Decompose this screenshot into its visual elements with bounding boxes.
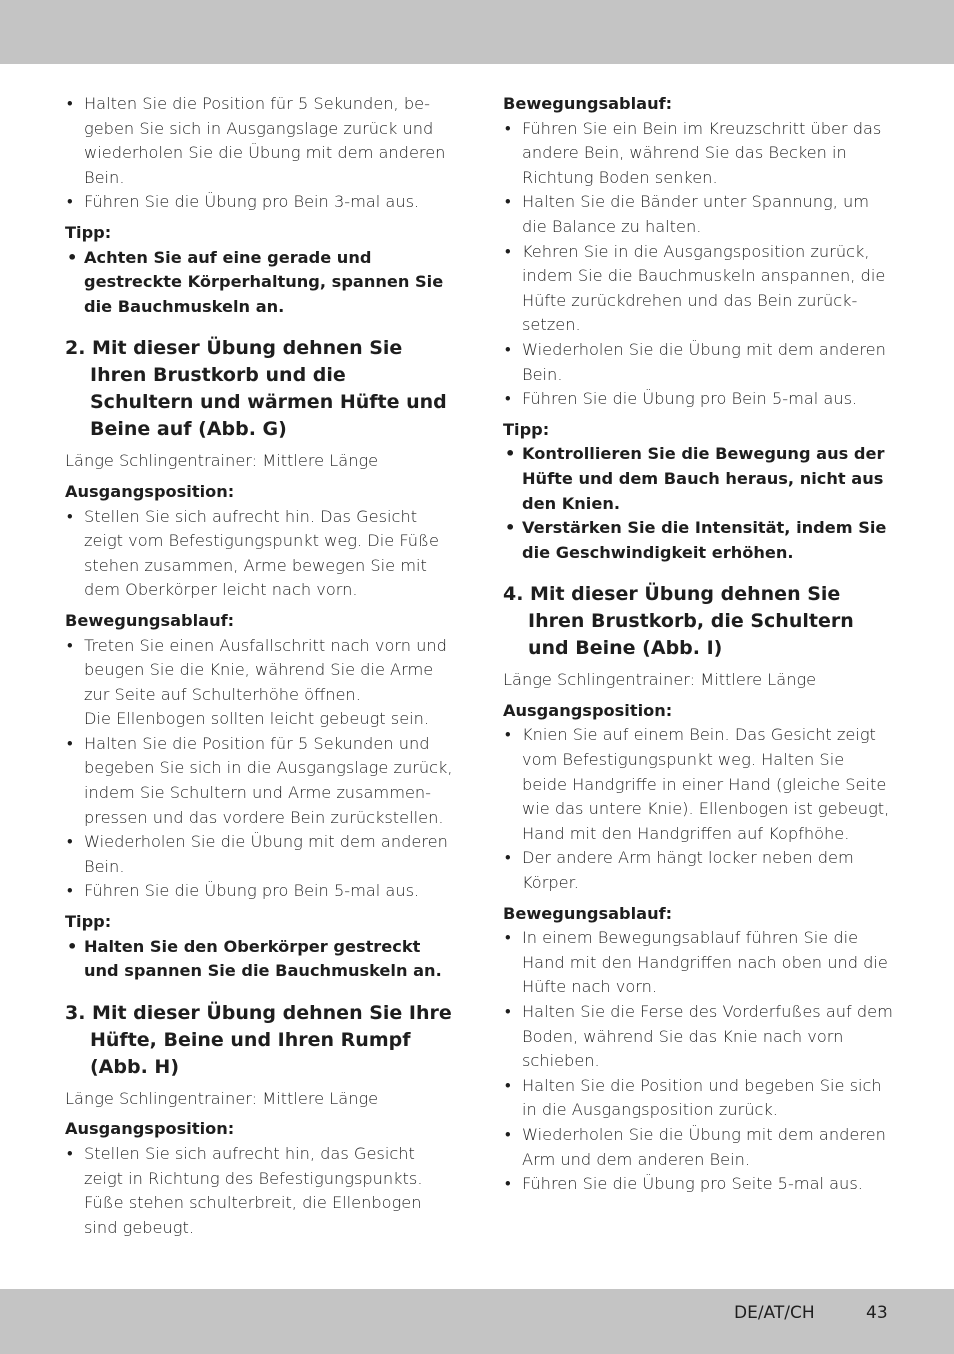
movement-label: Bewegungsablauf: bbox=[65, 610, 235, 630]
tip-item: • Verstärken Sie die Intensität, indem Sie die Geschwindigkeit erhöhen. bbox=[503, 516, 893, 565]
tip-label: Tipp: bbox=[65, 222, 112, 242]
list-item: • Wiederholen Sie die Übung mit dem anderen Bein. bbox=[503, 338, 893, 387]
left-column bbox=[65, 92, 455, 1240]
list-item: • Führen Sie die Übung pro Bein 3-mal aus. bbox=[65, 190, 455, 215]
trainer-length: Länge Schlingentrainer: Mittlere Länge bbox=[65, 1088, 379, 1108]
start-position-label: Ausgangsposition: bbox=[65, 1119, 235, 1139]
list-item-note: Füße stehen schulterbreit, die Ellenbogen sind gebeugt. bbox=[84, 1193, 422, 1237]
list-item: • Halten Sie die Bänder unter Spannung, um die Balance zu halten. bbox=[503, 190, 893, 239]
list-item: • Halten Sie die Position für 5 Sekunden, be-geben Sie sich in Ausgangslage zurück und wiederholen Sie die Übung mit dem anderen Bein. bbox=[65, 92, 455, 190]
tip-label: Tipp: bbox=[65, 912, 112, 932]
list-item: • Stellen Sie sich aufrecht hin. Das Gesicht zeigt vom Befestigungspunkt weg. Die Füße stehen zusammen, Arme bewegen Sie mit dem Oberkörper leicht nach vorn. bbox=[65, 505, 455, 603]
list-item: • Führen Sie die Übung pro Bein 5-mal aus. bbox=[503, 387, 893, 412]
movement-label: Bewegungsablauf: bbox=[503, 903, 673, 923]
section-4-heading: 4. Mit dieser Übung dehnen Sie Ihren Brustkorb, die Schultern und Beine (Abb. I) bbox=[503, 583, 854, 660]
list-item-text: Stellen Sie sich aufrecht hin, das Gesicht zeigt in Richtung des Befestigungspunkts. bbox=[84, 1144, 423, 1188]
trainer-length: Länge Schlingentrainer: Mittlere Länge bbox=[503, 670, 817, 690]
tip-item: • Kontrollieren Sie die Bewegung aus der Hüfte und dem Bauch heraus, nicht aus den Knien. bbox=[503, 442, 893, 516]
list-item: • Wiederholen Sie die Übung mit dem anderen Bein. bbox=[65, 830, 455, 879]
list-item: • Führen Sie ein Bein im Kreuzschritt über das andere Bein, während Sie das Becken in Richtung Boden senken. bbox=[503, 117, 893, 191]
start-position-label: Ausgangsposition: bbox=[503, 700, 673, 720]
list-item: • Der andere Arm hängt locker neben dem Körper. bbox=[503, 846, 893, 895]
list-item: • Kehren Sie in die Ausgangsposition zurück, indem Sie die Bauchmuskeln anspannen, die Hüfte zurückdrehen und das Bein zurück-setzen. bbox=[503, 240, 893, 338]
list-item: • Wiederholen Sie die Übung mit dem anderen Arm und dem anderen Bein. bbox=[503, 1123, 893, 1172]
footer-region-label: DE/AT/CH bbox=[734, 1303, 815, 1323]
list-item: • Führen Sie die Übung pro Bein 5-mal aus. bbox=[65, 879, 455, 904]
list-item bbox=[65, 634, 455, 732]
header-band bbox=[0, 0, 954, 64]
list-item: • Halten Sie die Ferse des Vorderfußes auf dem Boden, während Sie das Knie nach vorn schieben. bbox=[503, 1000, 893, 1074]
list-item: • Führen Sie die Übung pro Seite 5-mal aus. bbox=[503, 1172, 893, 1197]
list-item: • Halten Sie die Position und begeben Sie sich in die Ausgangsposition zurück. bbox=[503, 1074, 893, 1123]
list-item bbox=[65, 1142, 455, 1240]
section-3-heading: 3. Mit dieser Übung dehnen Sie Ihre Hüfte, Beine und Ihren Rumpf (Abb. H) bbox=[65, 1001, 452, 1078]
list-item: • Halten Sie die Position für 5 Sekunden und begeben Sie sich in die Ausgangslage zurück, indem Sie Schultern und Arme zusammen-pressen und das vordere Bein zurückstellen. bbox=[65, 732, 455, 830]
right-column bbox=[503, 92, 893, 1197]
list-item: • Knien Sie auf einem Bein. Das Gesicht zeigt vom Befestigungspunkt weg. Halten Sie beide Handgriffe in einer Hand (gleiche Seite wie das untere Knie). Ellenbogen ist gebeugt, Hand mit den Handgriffen auf Kopfhöhe. bbox=[503, 723, 893, 846]
list-item-text: Treten Sie einen Ausfallschritt nach vorn und beugen Sie die Knie, während Sie die Arme zur Seite auf Schulterhöhe öffnen. bbox=[84, 635, 447, 704]
list-item-note: Die Ellenbogen sollten leicht gebeugt sein. bbox=[84, 709, 430, 729]
start-position-label: Ausgangsposition: bbox=[65, 481, 235, 501]
tip-item: • Achten Sie auf eine gerade und gestreckte Körperhaltung, spannen Sie die Bauchmuskeln an. bbox=[65, 246, 455, 320]
trainer-length: Länge Schlingentrainer: Mittlere Länge bbox=[65, 451, 379, 471]
tip-item: • Halten Sie den Oberkörper gestreckt und spannen Sie die Bauchmuskeln an. bbox=[65, 935, 455, 984]
list-item: • In einem Bewegungsablauf führen Sie die Hand mit den Handgriffen nach oben und die Hüfte nach vorn. bbox=[503, 926, 893, 1000]
section-2-heading: 2. Mit dieser Übung dehnen Sie Ihren Brustkorb und die Schultern und wärmen Hüfte und Beine auf (Abb. G) bbox=[65, 337, 447, 441]
movement-label: Bewegungsablauf: bbox=[503, 94, 673, 113]
page-number: 43 bbox=[866, 1303, 888, 1323]
tip-label: Tipp: bbox=[503, 419, 550, 439]
